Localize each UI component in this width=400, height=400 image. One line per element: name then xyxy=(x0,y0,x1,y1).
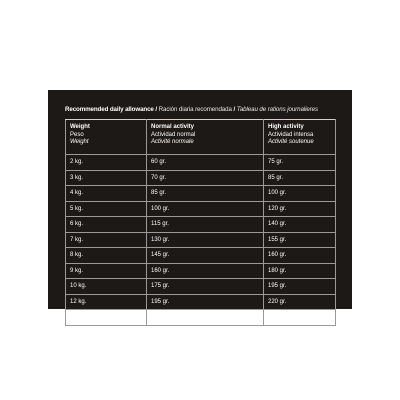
header-high-en: High activity xyxy=(268,124,304,130)
table-row xyxy=(66,232,336,248)
high-activity-cell: 255 gr. xyxy=(264,310,336,326)
weight-cell: 6 kg. xyxy=(66,217,147,233)
weight-cell: 8 kg. xyxy=(66,248,147,264)
ration-table xyxy=(65,119,336,326)
table-row xyxy=(66,170,336,186)
title-separator: / xyxy=(155,106,158,113)
table-row xyxy=(66,155,336,171)
high-activity-cell: 155 gr. xyxy=(264,232,336,248)
weight-cell: 5 kg. xyxy=(66,201,147,217)
title-spanish: Ración diaria recomendada xyxy=(158,106,232,113)
title-english: Recommended daily allowance xyxy=(65,106,154,113)
weight-cell: 15 kg. xyxy=(66,310,147,326)
high-activity-cell: 180 gr. xyxy=(264,263,336,279)
normal-activity-cell: 160 gr. xyxy=(147,263,264,279)
title-french: Tableau de rations journalieres xyxy=(236,106,318,113)
weight-cell: 12 kg. xyxy=(66,294,147,310)
high-activity-cell: 75 gr. xyxy=(264,155,336,171)
normal-activity-cell: 195 gr. xyxy=(147,294,264,310)
table-title xyxy=(65,106,318,113)
weight-cell: 9 kg. xyxy=(66,263,147,279)
table-header-row xyxy=(66,120,336,155)
weight-cell: 3 kg. xyxy=(66,170,147,186)
high-activity-cell: 220 gr. xyxy=(264,294,336,310)
high-activity-cell: 85 gr. xyxy=(264,170,336,186)
header-normal-es: Actividad normal xyxy=(151,131,196,138)
header-high-fr: Activité soutenue xyxy=(268,139,314,146)
normal-activity-cell: 85 gr. xyxy=(147,186,264,202)
normal-activity-cell: 145 gr. xyxy=(147,248,264,264)
high-activity-cell: 120 gr. xyxy=(264,201,336,217)
table-row xyxy=(66,248,336,264)
normal-activity-cell: 60 gr. xyxy=(147,155,264,171)
weight-cell: 2 kg. xyxy=(66,155,147,171)
header-weight-es: Peso xyxy=(70,131,84,138)
header-high-activity xyxy=(264,120,336,155)
title-separator: / xyxy=(233,106,236,113)
table-row xyxy=(66,263,336,279)
table-row xyxy=(66,279,336,295)
normal-activity-cell: 70 gr. xyxy=(147,170,264,186)
table-row xyxy=(66,310,336,326)
header-weight-fr: Weight xyxy=(70,139,89,146)
normal-activity-cell: 230 gr. xyxy=(147,310,264,326)
normal-activity-cell: 100 gr. xyxy=(147,201,264,217)
table-row xyxy=(66,201,336,217)
ration-panel xyxy=(48,90,352,321)
weight-cell: 10 kg. xyxy=(66,279,147,295)
header-high-es: Actividad intensa xyxy=(268,131,314,138)
normal-activity-cell: 130 gr. xyxy=(147,232,264,248)
header-weight xyxy=(66,120,147,155)
high-activity-cell: 100 gr. xyxy=(264,186,336,202)
weight-cell: 7 kg. xyxy=(66,232,147,248)
normal-activity-cell: 175 gr. xyxy=(147,279,264,295)
table-row xyxy=(66,186,336,202)
table-row xyxy=(66,294,336,310)
high-activity-cell: 160 gr. xyxy=(264,248,336,264)
high-activity-cell: 195 gr. xyxy=(264,279,336,295)
header-weight-en: Weight xyxy=(70,124,90,130)
normal-activity-cell: 115 gr. xyxy=(147,217,264,233)
weight-cell: 4 kg. xyxy=(66,186,147,202)
high-activity-cell: 140 gr. xyxy=(264,217,336,233)
header-normal-activity xyxy=(147,120,264,155)
header-normal-fr: Activité normale xyxy=(151,139,194,146)
table-row xyxy=(66,217,336,233)
header-normal-en: Normal activity xyxy=(151,124,195,130)
